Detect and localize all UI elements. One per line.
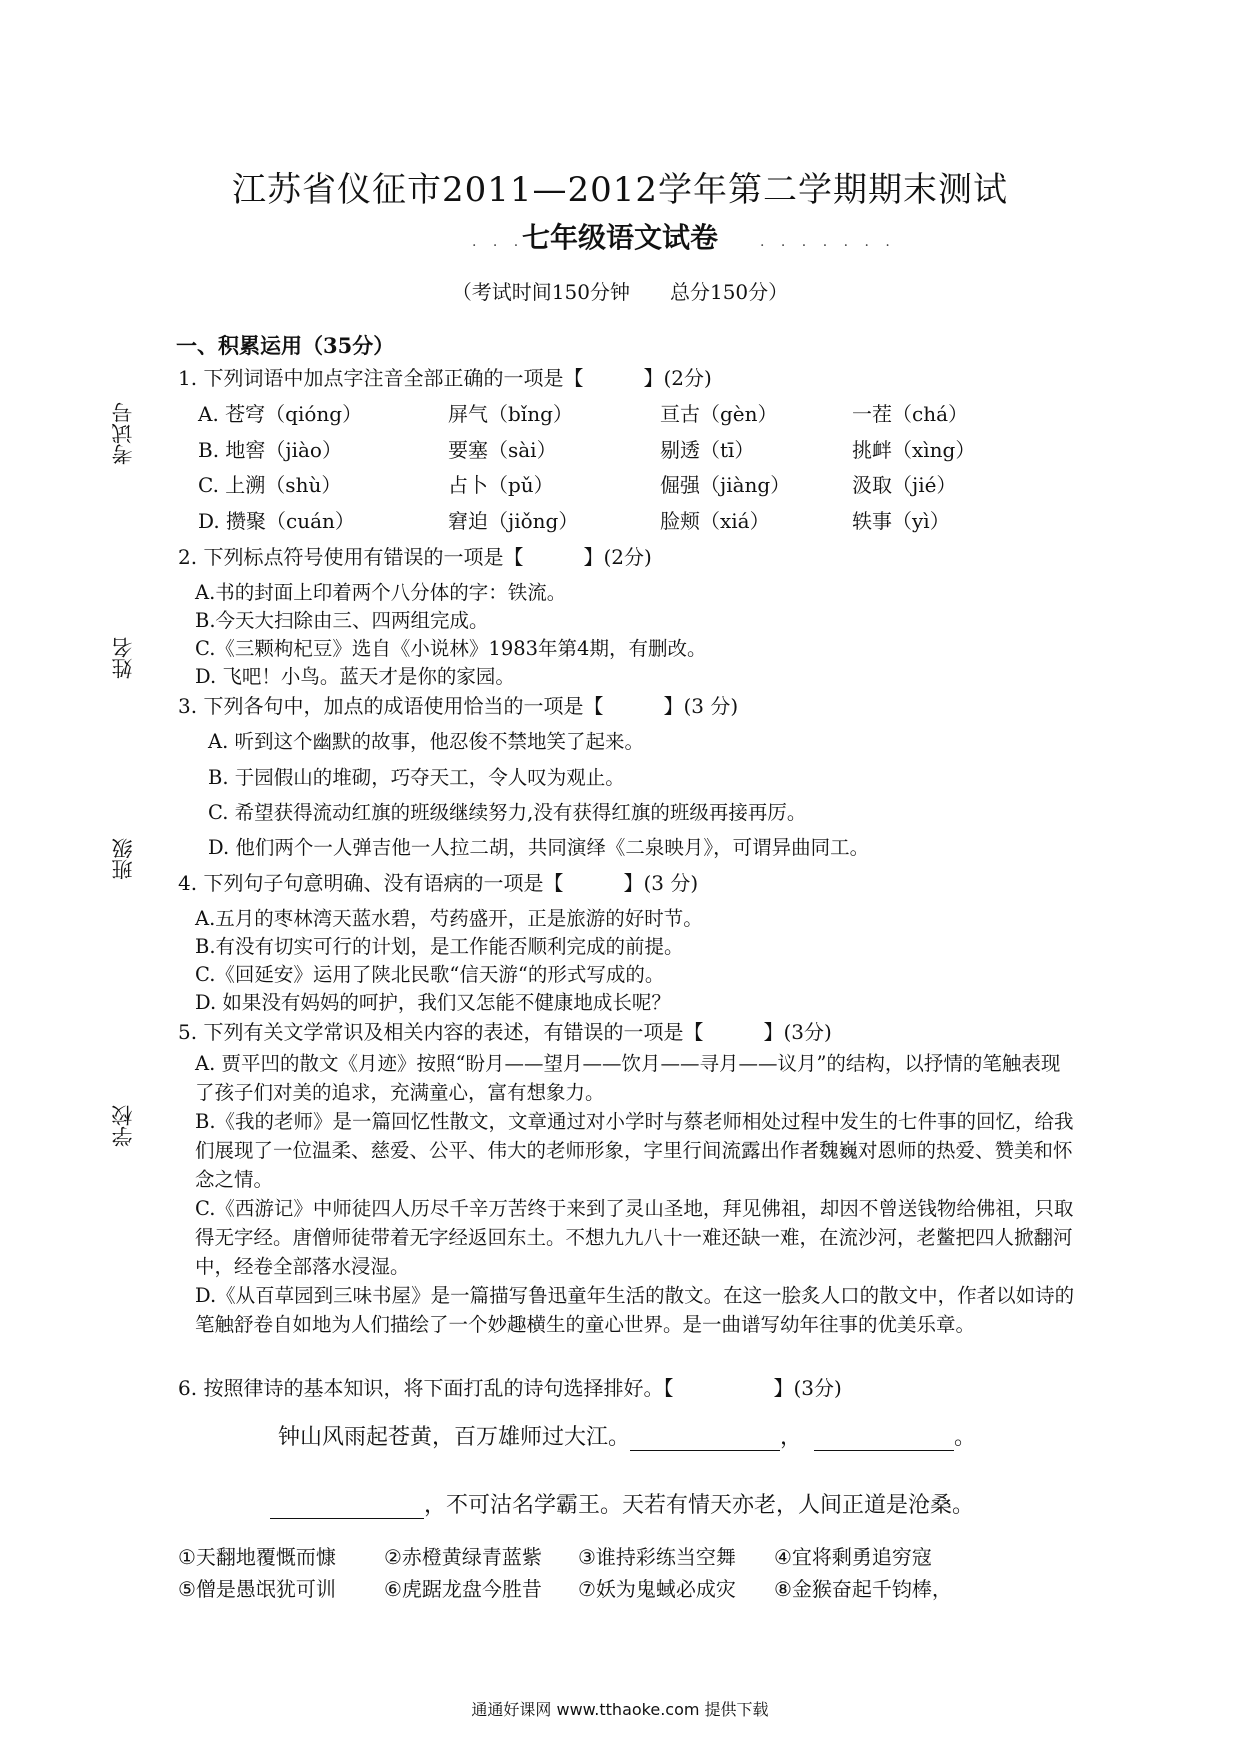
binding-name-label: 姓名 [111, 637, 135, 679]
exam-meta: （考试时间150分钟 总分150分） [451, 280, 789, 304]
binding-class-label: 班级 [111, 838, 135, 880]
q6-choice: ③谁持彩练当空舞 [578, 1545, 736, 1569]
q1-option: 占卜（pǔ） [448, 473, 554, 497]
q1-option: 挑衅（xìng） [852, 438, 976, 462]
poem-line-2-text: ，不可沽名学霸王。天若有情天亦老，人间正道是沧桑。 [424, 1493, 975, 1518]
question-4-stem: 4. 下列句子句意明确、没有语病的一项是【 】(3 分) [178, 871, 699, 895]
title-dots-left: · · · [472, 238, 525, 254]
q6-choice: ②赤橙黄绿青蓝紫 [384, 1545, 542, 1569]
section-title: 一、积累运用（35分） [176, 333, 395, 358]
q3-option-a: A. 听到这个幽默的故事，他忍俊不禁地笑了起来。 [208, 730, 644, 753]
poem-blank-1[interactable] [630, 1426, 780, 1451]
binding-exam-no-label: 考试号 [111, 402, 135, 465]
q1-option: C. 上溯（shù） [198, 473, 342, 497]
q6-choice: ⑧金猴奋起千钧棒， [774, 1577, 952, 1601]
q3-option-c: C. 希望获得流动红旗的班级继续努力,没有获得红旗的班级再接再厉。 [208, 801, 807, 824]
q4-option-d: D. 如果没有妈妈的呵护，我们又怎能不健康地成长呢？ [195, 991, 671, 1014]
q4-option-b: B.有没有切实可行的计划，是工作能否顺利完成的前提。 [195, 935, 684, 958]
q1-option: 屏气（bǐng） [448, 402, 573, 426]
q2-option-c: C.《三颗枸杞豆》选自《小说林》1983年第4期，有删改。 [195, 637, 707, 660]
q1-option: 脸颊（xiá） [660, 509, 770, 533]
footer-source: 通通好课网 www.tthaoke.com 提供下载 [471, 1700, 769, 1719]
question-3-stem: 3. 下列各句中，加点的成语使用恰当的一项是【 】(3 分) [178, 694, 739, 718]
poem-period: 。 [954, 1425, 977, 1450]
q2-option-b: B.今天大扫除由三、四两组完成。 [195, 609, 489, 632]
poem-line-1-text: 钟山风雨起苍黄，百万雄师过大江。 [278, 1425, 631, 1450]
poem-line-1 [278, 1420, 976, 1451]
q5-option-b: B.《我的老师》是一篇回忆性散文，文章通过对小学时与蔡老师相处过程中发生的七件事的回忆，给我们展现了一位温柔、慈爱、公平、伟大的老师形象，字里行间流露出作者魏巍对恩师的热爱、赞美和怀念之情。 [195, 1110, 1074, 1191]
q1-option: 窘迫（jiǒng） [448, 509, 579, 533]
q5-option-a: A. 贾平凹的散文《月迹》按照“盼月——望月——饮月——寻月——议月”的结构，以抒情的笔触表现了孩子们对美的追求，充满童心，富有想象力。 [195, 1052, 1061, 1104]
binding-school-label: 学校 [111, 1105, 135, 1147]
exam-title: 江苏省仪征市2011—2012学年第二学期期末测试 [231, 170, 1009, 210]
q1-option: 汲取（jié） [852, 473, 957, 497]
q1-option: 轶事（yì） [852, 509, 950, 533]
poem-blank-2[interactable] [814, 1426, 954, 1451]
q1-option: A. 苍穹（qióng） [198, 402, 363, 426]
q6-choice: ⑥虎踞龙盘今胜昔 [384, 1577, 542, 1601]
q4-option-c: C.《回延安》运用了陕北民歌“信天游“的形式写成的。 [195, 963, 665, 986]
q2-option-d: D. 飞吧！小鸟。蓝天才是你的家园。 [195, 665, 515, 688]
q4-option-a: A.五月的枣林湾天蓝水碧，芍药盛开，正是旅游的好时节。 [195, 907, 703, 930]
poem-comma: ， [780, 1425, 803, 1450]
q1-option: 倔强（jiàng） [660, 473, 791, 497]
q1-option: B. 地窖（jiào） [198, 438, 342, 462]
q1-option: 一茬（chá） [852, 402, 969, 426]
q1-option: 剔透（tī） [660, 438, 755, 462]
q5-option-c: C.《西游记》中师徒四人历尽千辛万苦终于来到了灵山圣地，拜见佛祖，却因不曾送钱物给佛祖，只取得无字经。唐僧师徒带着无字经返回东土。不想九九八十一难还缺一难，在流沙河，老鳖把四人掀翻河中，经卷全部落水浸湿。 [195, 1197, 1074, 1278]
q6-choice: ①天翻地覆慨而慷 [178, 1545, 336, 1569]
title-dots-right: · · · · · · · [760, 238, 896, 254]
q1-option: 亘古（gèn） [660, 402, 778, 426]
exam-subtitle: 七年级语文试卷 [521, 221, 718, 254]
question-5-stem: 5. 下列有关文学常识及相关内容的表述，有错误的一项是【 】(3分) [178, 1020, 832, 1044]
question-1-stem: 1. 下列词语中加点字注音全部正确的一项是【 】(2分) [178, 366, 712, 390]
question-6-stem: 6. 按照律诗的基本知识，将下面打乱的诗句选择排好。【 】(3分) [178, 1376, 842, 1400]
q6-choice: ④宜将剩勇追穷寇 [774, 1545, 932, 1569]
q5-option-d: D.《从百草园到三味书屋》是一篇描写鲁迅童年生活的散文。在这一脍炙人口的散文中，作者以如诗的笔触舒卷自如地为人们描绘了一个妙趣横生的童心世界。是一曲谱写幼年往事的优美乐章。 [195, 1284, 1075, 1336]
question-2-stem: 2. 下列标点符号使用有错误的一项是【 】(2分) [178, 545, 652, 569]
poem-line-2 [270, 1488, 974, 1519]
q3-option-b: B. 于园假山的堆砌，巧夺天工，令人叹为观止。 [208, 766, 625, 789]
poem-blank-3[interactable] [270, 1494, 424, 1519]
q6-choice: ⑤僧是愚氓犹可训 [178, 1577, 336, 1601]
q2-option-a: A.书的封面上印着两个八分体的字：铁流。 [195, 581, 567, 604]
q1-option: D. 攒聚（cuán） [198, 509, 355, 533]
q6-choice: ⑦妖为鬼蜮必成灾 [578, 1577, 736, 1601]
q3-option-d: D. 他们两个一人弹吉他一人拉二胡，共同演绎《二泉映月》，可谓异曲同工。 [208, 836, 870, 859]
q1-option: 要塞（sài） [448, 438, 557, 462]
